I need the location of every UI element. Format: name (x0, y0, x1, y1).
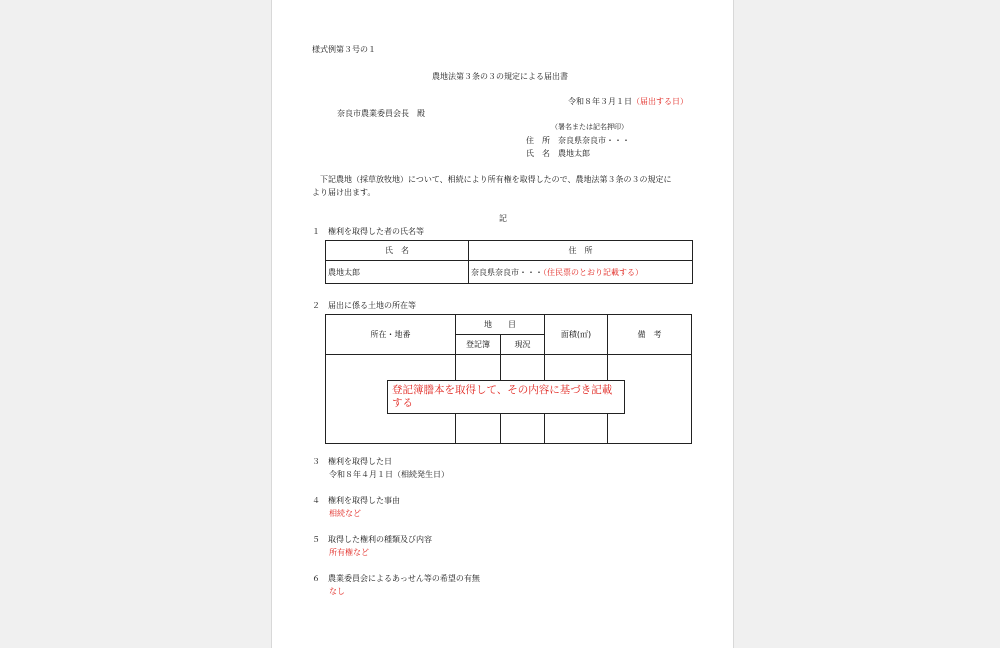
section2-table (325, 314, 692, 444)
ki-heading: 記 (499, 214, 507, 223)
section3-value: 令和８年４月１日（相続発生日） (329, 470, 449, 479)
cell-address (469, 261, 693, 284)
applicant-name (526, 148, 590, 159)
col-chimoku-header: 地 目 (456, 315, 545, 335)
col-area-header: 面積(㎡) (545, 315, 608, 355)
document-title: 農地法第３条の３の規定による届出書 (432, 72, 568, 81)
address-text: 奈良県奈良市・・・ (471, 267, 543, 277)
section4-heading: ４ 権利を取得した事由 (312, 496, 400, 505)
section6-value: なし (329, 587, 345, 596)
date-note: （届出する日） (632, 97, 688, 106)
section6-heading: ６ 農業委員会によるあっせん等の希望の有無 (312, 574, 480, 583)
applicant-address (526, 135, 630, 146)
addressee: 奈良市農業委員会長 殿 (337, 109, 425, 118)
address-label: 住 所 (526, 136, 550, 145)
date-value: 令和８年３月１日 (568, 97, 632, 106)
col-actual-header: 現況 (501, 335, 545, 355)
submission-date (568, 96, 688, 107)
section1-table (325, 240, 693, 284)
instruction-callout: 登記簿謄本を取得して、その内容に基づき記載する (387, 380, 625, 414)
col-name-header: 氏 名 (326, 241, 469, 261)
intro-line-1: 下記農地（採草放牧地）について、相続により所有権を取得したので、農地法第３条の３の規定に (312, 175, 672, 184)
section2-heading: ２ 届出に係る土地の所在等 (312, 301, 416, 310)
form-number: 様式例第３号の１ (312, 45, 376, 54)
section4-value: 相続など (329, 509, 361, 518)
name-label: 氏 名 (526, 149, 550, 158)
col-remarks-header: 備 考 (608, 315, 692, 355)
address-note: （住民票のとおり記載する） (543, 267, 643, 277)
section5-value: 所有権など (329, 548, 369, 557)
section5-heading: ５ 取得した権利の種類及び内容 (312, 535, 432, 544)
name-value: 農地太郎 (558, 149, 590, 158)
section3-heading: ３ 権利を取得した日 (312, 457, 392, 466)
intro-line-2: より届け出ます。 (312, 188, 376, 197)
col-registry-header: 登記簿 (456, 335, 501, 355)
cell-name: 農地太郎 (326, 261, 469, 284)
section1-heading: １ 権利を取得した者の氏名等 (312, 227, 424, 236)
address-value: 奈良県奈良市・・・ (558, 136, 630, 145)
col-address-header: 住 所 (469, 241, 693, 261)
signature-note: （署名または記名押印） (551, 123, 628, 131)
col-location-header: 所在・地番 (326, 315, 456, 355)
